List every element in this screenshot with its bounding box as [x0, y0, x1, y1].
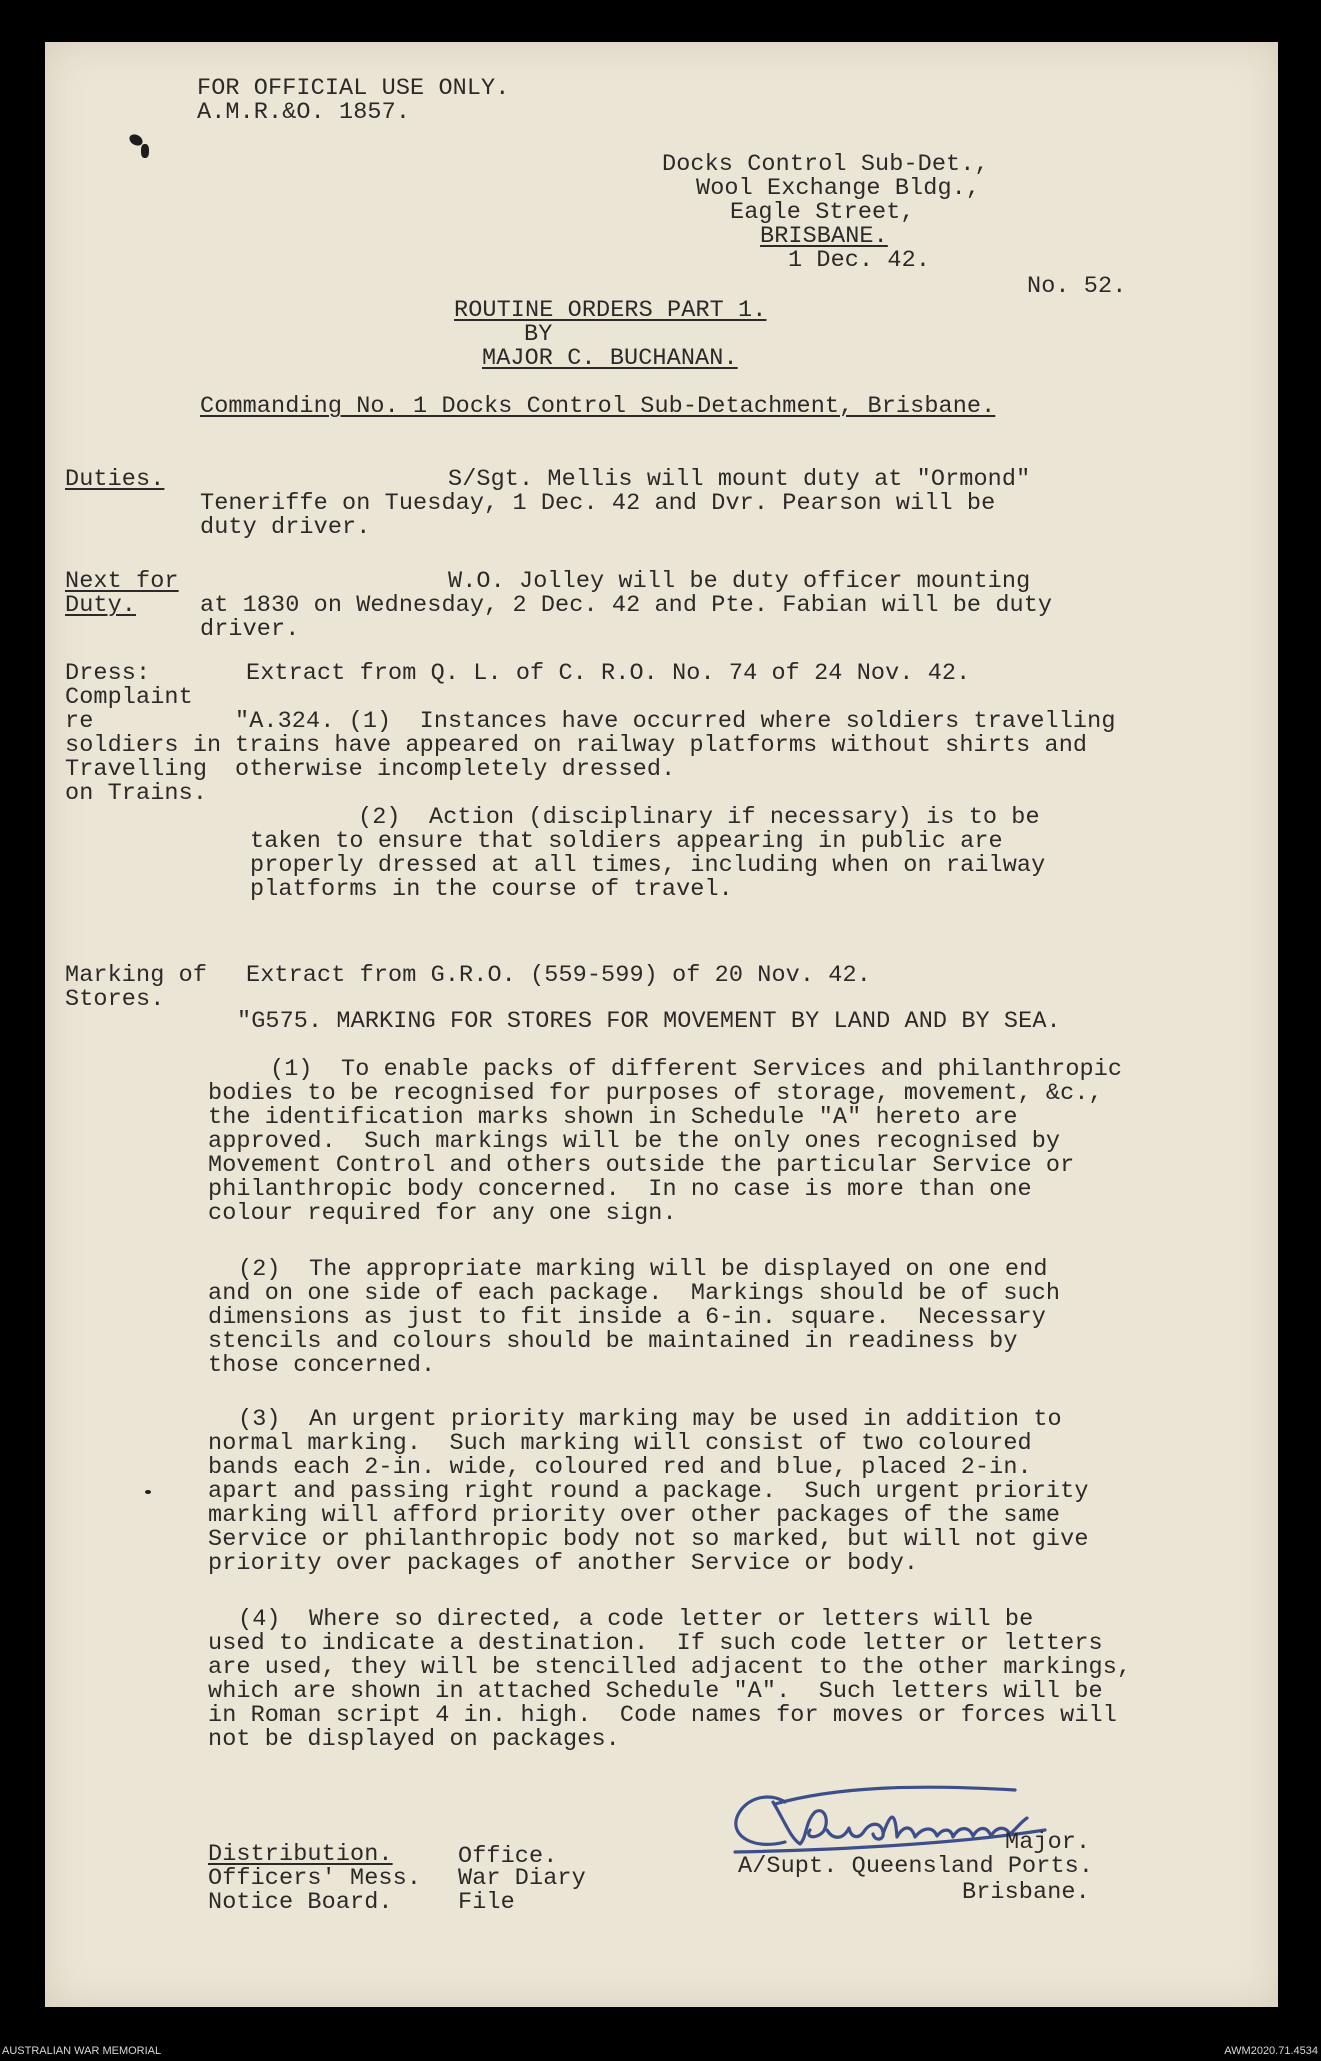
footer-accession-number: AWM2020.71.4534 — [1224, 2045, 1318, 2057]
body-line: used to indicate a destination. If such code letter or letters — [208, 1630, 1103, 1657]
distribution-item: Office. — [458, 1843, 558, 1870]
body-line: driver. — [200, 616, 300, 643]
body-line: philanthropic body concerned. In no case is more than one — [208, 1176, 1032, 1203]
body-line: bands each 2-in. wide, coloured red and blue, placed 2-in. — [208, 1454, 1032, 1481]
body-line: approved. Such markings will be the only ones recognised by — [208, 1128, 1061, 1155]
signature-place: Brisbane. — [962, 1879, 1090, 1906]
section-heading-dress: re — [65, 708, 94, 735]
body-line: in Roman script 4 in. high. Code names for moves or forces will — [208, 1702, 1117, 1729]
address-line: Eagle Street, — [730, 199, 915, 226]
body-line: duty driver. — [200, 514, 371, 541]
marking-subtitle: "G575. MARKING FOR STORES FOR MOVEMENT BY LAND AND BY SEA. — [237, 1008, 1061, 1035]
body-line: marking will afford priority over other packages of the same — [208, 1502, 1061, 1529]
body-line: taken to ensure that soldiers appearing in public are — [250, 828, 1003, 855]
body-line: priority over packages of another Service or body. — [208, 1550, 919, 1577]
distribution-item: Notice Board. — [208, 1889, 393, 1916]
section-heading-dress: on Trains. — [65, 780, 208, 807]
body-line: platforms in the course of travel. — [250, 876, 733, 903]
body-line: (2) The appropriate marking will be displayed on one end — [238, 1256, 1048, 1283]
body-line: bodies to be recognised for purposes of storage, movement, &c., — [208, 1080, 1103, 1107]
address-city: BRISBANE. — [760, 223, 888, 250]
section-heading-dress: soldiers in — [65, 732, 222, 759]
distribution-item: Officers' Mess. — [208, 1865, 422, 1892]
body-line: (2) Action (disciplinary if necessary) is to be — [358, 804, 1040, 831]
distribution-heading: Distribution. — [208, 1841, 393, 1868]
body-line: W.O. Jolley will be duty officer mounting — [448, 568, 1031, 595]
section-heading-dress: Dress: — [65, 660, 151, 687]
address-line: Docks Control Sub-Det., — [662, 151, 989, 178]
body-line: (1) To enable packs of different Services and philanthropic — [270, 1056, 1123, 1083]
body-line: otherwise incompletely dressed. — [235, 756, 676, 783]
body-line: apart and passing right round a package. Such urgent priority — [208, 1478, 1089, 1505]
section-heading-next-duty: Duty. — [65, 592, 137, 619]
extract-reference: Extract from G.R.O. (559-599) of 20 Nov. 42. — [246, 962, 871, 989]
body-line: trains have appeared on railway platforms without shirts and — [235, 732, 1088, 759]
distribution-item: File — [458, 1889, 515, 1916]
body-line: and on one side of each package. Markings should be of such — [208, 1280, 1061, 1307]
body-line: not be displayed on packages. — [208, 1726, 620, 1753]
body-line: at 1830 on Wednesday, 2 Dec. 42 and Pte. Fabian will be duty — [200, 592, 1053, 619]
signature-rank: Major. — [1005, 1829, 1091, 1856]
section-heading-marking: Marking of — [65, 962, 208, 989]
body-line: "A.324. (1) Instances have occurred where soldiers travelling — [235, 708, 1116, 735]
title-line: BY — [524, 321, 553, 348]
section-heading-dress: Complaint — [65, 684, 193, 711]
punch-hole — [145, 1490, 151, 1494]
body-line: Teneriffe on Tuesday, 1 Dec. 42 and Dvr. Pearson will be — [200, 490, 996, 517]
signature-title: A/Supt. Queensland Ports. — [738, 1853, 1094, 1880]
section-heading-dress: Travelling — [65, 756, 208, 783]
footer-credit: AUSTRALIAN WAR MEMORIAL — [2, 2045, 162, 2057]
body-line: which are shown in attached Schedule "A". Such letters will be — [208, 1678, 1103, 1705]
title-line: ROUTINE ORDERS PART 1. — [454, 297, 767, 324]
title-commander: MAJOR C. BUCHANAN. — [482, 345, 738, 372]
body-line: Movement Control and others outside the particular Service or — [208, 1152, 1075, 1179]
distribution-item: War Diary — [458, 1865, 586, 1892]
body-line: the identification marks shown in Schedule "A" hereto are — [208, 1104, 1018, 1131]
body-line: are used, they will be stencilled adjacent to the other markings, — [208, 1654, 1132, 1681]
body-line: S/Sgt. Mellis will mount duty at "Ormond" — [448, 466, 1031, 493]
body-line: (3) An urgent priority marking may be used in addition to — [238, 1406, 1062, 1433]
body-line: properly dressed at all times, including when on railway — [250, 852, 1046, 879]
body-line: (4) Where so directed, a code letter or letters will be — [238, 1606, 1034, 1633]
section-heading-duties: Duties. — [65, 466, 165, 493]
body-line: Service or philanthropic body not so marked, but will not give — [208, 1526, 1089, 1553]
section-heading-next-duty: Next for — [65, 568, 179, 595]
title-unit: Commanding No. 1 Docks Control Sub-Detachment, Brisbane. — [200, 393, 996, 420]
extract-reference: Extract from Q. L. of C. R.O. No. 74 of 24 Nov. 42. — [246, 660, 971, 687]
document-page — [45, 42, 1278, 2007]
file-reference: A.M.R.&O. 1857. — [197, 99, 411, 126]
body-line: those concerned. — [208, 1352, 436, 1379]
body-line: colour required for any one sign. — [208, 1200, 677, 1227]
order-number: No. 52. — [1027, 273, 1127, 300]
document-date: 1 Dec. 42. — [788, 247, 931, 274]
classification-text: FOR OFFICIAL USE ONLY. — [197, 75, 510, 102]
body-line: dimensions as just to fit inside a 6-in. square. Necessary — [208, 1304, 1046, 1331]
section-heading-marking: Stores. — [65, 986, 165, 1013]
body-line: normal marking. Such marking will consist of two coloured — [208, 1430, 1032, 1457]
address-line: Wool Exchange Bldg., — [696, 175, 981, 202]
punch-hole — [141, 144, 149, 158]
body-line: stencils and colours should be maintained in readiness by — [208, 1328, 1018, 1355]
